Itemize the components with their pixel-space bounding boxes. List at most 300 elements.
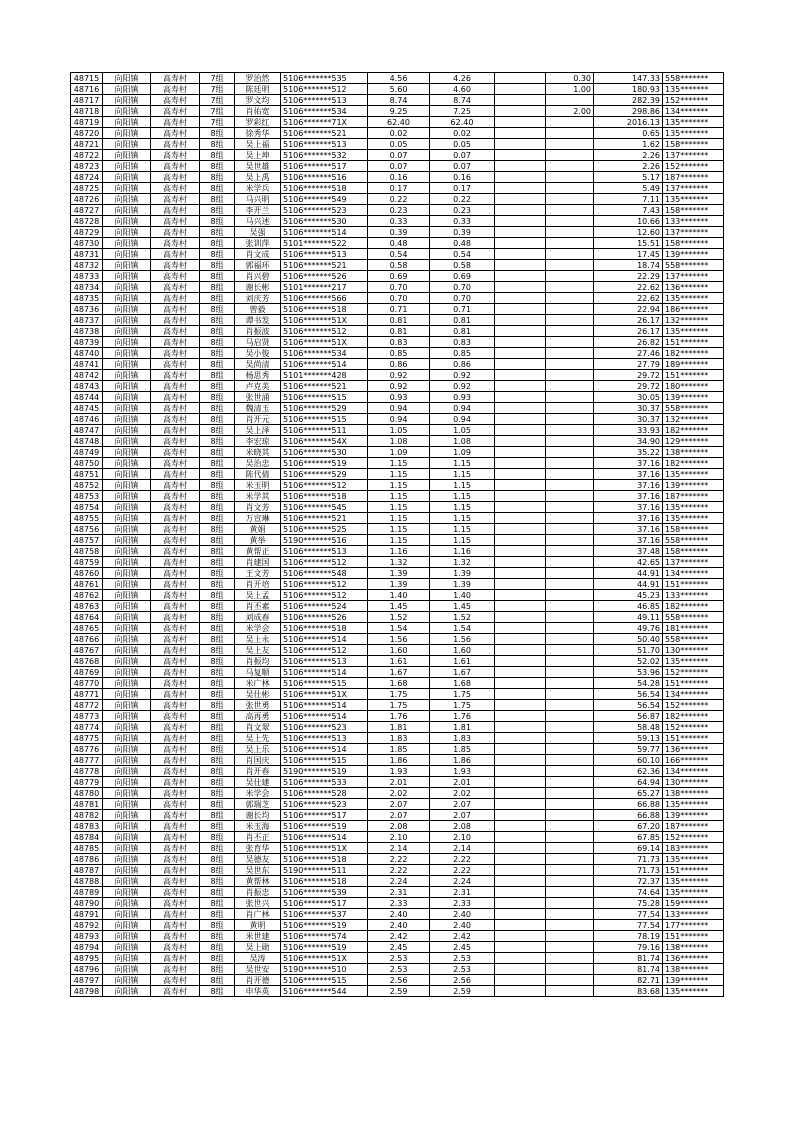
area-c-cell	[546, 579, 594, 590]
name-cell: 杨思秀	[235, 370, 281, 381]
record-number: 48783	[71, 821, 103, 832]
id-number-cell: 5106*******512	[281, 590, 368, 601]
id-number-cell: 5106*******523	[281, 205, 368, 216]
name-cell: 肖文成	[235, 249, 281, 260]
table-row	[71, 370, 724, 381]
town-cell: 向阳镇	[103, 975, 151, 986]
id-number-cell: 5106*******517	[281, 161, 368, 172]
area-a-cell: 2.53	[430, 953, 495, 964]
area-b-cell	[495, 678, 546, 689]
record-number: 48782	[71, 810, 103, 821]
area-a-cell: 0.22	[430, 194, 495, 205]
group-cell: 7组	[200, 73, 235, 84]
record-number: 48727	[71, 205, 103, 216]
area-total-cell: 1.05	[368, 425, 430, 436]
phone-cell: 137*******	[663, 271, 724, 282]
village-cell: 高寿村	[151, 238, 200, 249]
record-number: 48732	[71, 260, 103, 271]
name-cell: 肖振波	[235, 326, 281, 337]
area-b-cell	[495, 447, 546, 458]
record-number: 48795	[71, 953, 103, 964]
town-cell: 向阳镇	[103, 73, 151, 84]
amount-cell: 77.54	[594, 909, 663, 920]
name-cell: 陈廷明	[235, 84, 281, 95]
group-cell: 8组	[200, 876, 235, 887]
id-number-cell: 5106*******513	[281, 249, 368, 260]
name-cell: 肖文芳	[235, 502, 281, 513]
village-cell: 高寿村	[151, 172, 200, 183]
phone-cell: 152*******	[663, 700, 724, 711]
group-cell: 8组	[200, 260, 235, 271]
area-a-cell: 4.26	[430, 73, 495, 84]
area-total-cell: 1.85	[368, 744, 430, 755]
group-cell: 8组	[200, 931, 235, 942]
area-b-cell	[495, 634, 546, 645]
area-b-cell	[495, 227, 546, 238]
area-b-cell	[495, 788, 546, 799]
area-total-cell: 2.40	[368, 909, 430, 920]
village-cell: 高寿村	[151, 359, 200, 370]
table-row	[71, 953, 724, 964]
area-b-cell	[495, 590, 546, 601]
area-b-cell	[495, 436, 546, 447]
village-cell: 高寿村	[151, 260, 200, 271]
name-cell: 吴小俊	[235, 348, 281, 359]
area-total-cell: 0.17	[368, 183, 430, 194]
area-total-cell: 0.07	[368, 161, 430, 172]
group-cell: 8组	[200, 722, 235, 733]
area-a-cell: 0.07	[430, 150, 495, 161]
area-a-cell: 2.01	[430, 777, 495, 788]
table-row	[71, 524, 724, 535]
table-row	[71, 821, 724, 832]
table-row	[71, 656, 724, 667]
table-row	[71, 216, 724, 227]
group-cell: 8组	[200, 403, 235, 414]
phone-cell: 135*******	[663, 293, 724, 304]
group-cell: 8组	[200, 491, 235, 502]
area-c-cell	[546, 623, 594, 634]
group-cell: 8组	[200, 425, 235, 436]
name-cell: 肖开培	[235, 579, 281, 590]
group-cell: 8组	[200, 282, 235, 293]
name-cell: 魏清玉	[235, 403, 281, 414]
area-b-cell	[495, 194, 546, 205]
group-cell: 8组	[200, 909, 235, 920]
record-number: 48757	[71, 535, 103, 546]
area-a-cell: 0.23	[430, 205, 495, 216]
village-cell: 高寿村	[151, 590, 200, 601]
table-row	[71, 612, 724, 623]
record-number: 48718	[71, 106, 103, 117]
area-b-cell	[495, 84, 546, 95]
area-c-cell	[546, 678, 594, 689]
amount-cell: 37.16	[594, 480, 663, 491]
phone-cell: 139*******	[663, 249, 724, 260]
group-cell: 8组	[200, 150, 235, 161]
name-cell: 吴世安	[235, 964, 281, 975]
amount-cell: 65.27	[594, 788, 663, 799]
village-cell: 高寿村	[151, 645, 200, 656]
area-total-cell: 2.24	[368, 876, 430, 887]
area-total-cell: 1.75	[368, 700, 430, 711]
record-number: 48767	[71, 645, 103, 656]
id-number-cell: 5106*******519	[281, 920, 368, 931]
area-b-cell	[495, 403, 546, 414]
town-cell: 向阳镇	[103, 920, 151, 931]
area-c-cell	[546, 524, 594, 535]
area-a-cell: 2.40	[430, 909, 495, 920]
amount-cell: 27.79	[594, 359, 663, 370]
name-cell: 肖广林	[235, 909, 281, 920]
amount-cell: 5.17	[594, 172, 663, 183]
record-number: 48798	[71, 986, 103, 997]
amount-cell: 0.65	[594, 128, 663, 139]
area-b-cell	[495, 172, 546, 183]
town-cell: 向阳镇	[103, 832, 151, 843]
town-cell: 向阳镇	[103, 513, 151, 524]
table-row	[71, 645, 724, 656]
name-cell: 吴仕建	[235, 777, 281, 788]
phone-cell: 152*******	[663, 667, 724, 678]
table-row	[71, 678, 724, 689]
area-b-cell	[495, 480, 546, 491]
name-cell: 吴治忠	[235, 458, 281, 469]
area-b-cell	[495, 557, 546, 568]
phone-cell: 151*******	[663, 865, 724, 876]
amount-cell: 74.64	[594, 887, 663, 898]
village-cell: 高寿村	[151, 986, 200, 997]
area-a-cell: 4.60	[430, 84, 495, 95]
area-total-cell: 2.10	[368, 832, 430, 843]
area-c-cell	[546, 766, 594, 777]
phone-cell: 130*******	[663, 645, 724, 656]
id-number-cell: 5106*******521	[281, 381, 368, 392]
town-cell: 向阳镇	[103, 810, 151, 821]
amount-cell: 37.16	[594, 458, 663, 469]
area-a-cell: 1.39	[430, 579, 495, 590]
area-a-cell: 1.75	[430, 700, 495, 711]
area-b-cell	[495, 337, 546, 348]
area-total-cell: 1.45	[368, 601, 430, 612]
village-cell: 高寿村	[151, 106, 200, 117]
name-cell: 马启贤	[235, 337, 281, 348]
area-c-cell	[546, 975, 594, 986]
area-c-cell	[546, 909, 594, 920]
town-cell: 向阳镇	[103, 579, 151, 590]
area-a-cell: 0.94	[430, 403, 495, 414]
area-c-cell	[546, 513, 594, 524]
table-row	[71, 337, 724, 348]
id-number-cell: 5106*******529	[281, 469, 368, 480]
group-cell: 8组	[200, 854, 235, 865]
group-cell: 8组	[200, 480, 235, 491]
amount-cell: 37.16	[594, 513, 663, 524]
amount-cell: 71.73	[594, 854, 663, 865]
town-cell: 向阳镇	[103, 931, 151, 942]
table-row	[71, 392, 724, 403]
amount-cell: 35.22	[594, 447, 663, 458]
table-row	[71, 436, 724, 447]
phone-cell: 151*******	[663, 733, 724, 744]
area-total-cell: 1.15	[368, 491, 430, 502]
area-total-cell: 0.92	[368, 370, 430, 381]
village-cell: 高寿村	[151, 777, 200, 788]
area-total-cell: 1.15	[368, 513, 430, 524]
area-b-cell	[495, 799, 546, 810]
name-cell: 李宏琼	[235, 436, 281, 447]
id-number-cell: 5106*******51X	[281, 315, 368, 326]
table-row	[71, 865, 724, 876]
phone-cell: 135*******	[663, 469, 724, 480]
town-cell: 向阳镇	[103, 117, 151, 128]
amount-cell: 75.28	[594, 898, 663, 909]
area-b-cell	[495, 755, 546, 766]
village-cell: 高寿村	[151, 381, 200, 392]
town-cell: 向阳镇	[103, 128, 151, 139]
area-b-cell	[495, 161, 546, 172]
area-a-cell: 7.25	[430, 106, 495, 117]
town-cell: 向阳镇	[103, 447, 151, 458]
id-number-cell: 5106*******519	[281, 821, 368, 832]
name-cell: 谢长彬	[235, 282, 281, 293]
area-b-cell	[495, 975, 546, 986]
name-cell: 马兴明	[235, 194, 281, 205]
area-b-cell	[495, 381, 546, 392]
village-cell: 高寿村	[151, 73, 200, 84]
area-c-cell	[546, 205, 594, 216]
village-cell: 高寿村	[151, 84, 200, 95]
area-b-cell	[495, 458, 546, 469]
table-row	[71, 249, 724, 260]
table-row	[71, 898, 724, 909]
area-total-cell: 2.45	[368, 942, 430, 953]
village-cell: 高寿村	[151, 557, 200, 568]
id-number-cell: 5106*******545	[281, 502, 368, 513]
village-cell: 高寿村	[151, 865, 200, 876]
area-a-cell: 1.67	[430, 667, 495, 678]
table-row	[71, 304, 724, 315]
area-c-cell	[546, 172, 594, 183]
area-b-cell	[495, 920, 546, 931]
town-cell: 向阳镇	[103, 381, 151, 392]
table-row	[71, 458, 724, 469]
group-cell: 8组	[200, 304, 235, 315]
record-number: 48720	[71, 128, 103, 139]
village-cell: 高寿村	[151, 447, 200, 458]
area-a-cell: 1.15	[430, 469, 495, 480]
area-b-cell	[495, 183, 546, 194]
area-total-cell: 1.54	[368, 623, 430, 634]
village-cell: 高寿村	[151, 392, 200, 403]
town-cell: 向阳镇	[103, 678, 151, 689]
area-total-cell: 2.42	[368, 931, 430, 942]
record-number: 48754	[71, 502, 103, 513]
area-a-cell: 0.39	[430, 227, 495, 238]
village-cell: 高寿村	[151, 458, 200, 469]
name-cell: 张世勇	[235, 700, 281, 711]
id-number-cell: 5106*******544	[281, 986, 368, 997]
name-cell: 肖开春	[235, 766, 281, 777]
area-c-cell	[546, 326, 594, 337]
name-cell: 高再勇	[235, 711, 281, 722]
name-cell: 吴尚清	[235, 359, 281, 370]
village-cell: 高寿村	[151, 128, 200, 139]
name-cell: 吴上勋	[235, 942, 281, 953]
table-row	[71, 700, 724, 711]
id-number-cell: 5106*******514	[281, 667, 368, 678]
record-number: 48777	[71, 755, 103, 766]
record-number: 48772	[71, 700, 103, 711]
group-cell: 8组	[200, 326, 235, 337]
town-cell: 向阳镇	[103, 667, 151, 678]
phone-cell: 134*******	[663, 106, 724, 117]
town-cell: 向阳镇	[103, 326, 151, 337]
table-row	[71, 425, 724, 436]
id-number-cell: 5106*******54X	[281, 436, 368, 447]
area-total-cell: 1.67	[368, 667, 430, 678]
town-cell: 向阳镇	[103, 480, 151, 491]
area-total-cell: 2.22	[368, 865, 430, 876]
area-b-cell	[495, 722, 546, 733]
area-total-cell: 1.15	[368, 524, 430, 535]
village-cell: 高寿村	[151, 491, 200, 502]
name-cell: 陈代倩	[235, 469, 281, 480]
record-number: 48778	[71, 766, 103, 777]
id-number-cell: 5106*******514	[281, 700, 368, 711]
amount-cell: 1.62	[594, 139, 663, 150]
area-a-cell: 1.15	[430, 502, 495, 513]
amount-cell: 54.28	[594, 678, 663, 689]
area-b-cell	[495, 315, 546, 326]
area-a-cell: 1.56	[430, 634, 495, 645]
amount-cell: 62.36	[594, 766, 663, 777]
table-row	[71, 909, 724, 920]
name-cell: 肖振忠	[235, 887, 281, 898]
id-number-cell: 5106*******512	[281, 480, 368, 491]
group-cell: 8组	[200, 392, 235, 403]
area-c-cell	[546, 260, 594, 271]
name-cell: 黄帮林	[235, 876, 281, 887]
name-cell: 肖文翠	[235, 722, 281, 733]
area-total-cell: 1.83	[368, 733, 430, 744]
area-b-cell	[495, 205, 546, 216]
village-cell: 高寿村	[151, 205, 200, 216]
town-cell: 向阳镇	[103, 986, 151, 997]
area-a-cell: 0.54	[430, 249, 495, 260]
area-b-cell	[495, 238, 546, 249]
table-row	[71, 502, 724, 513]
record-number: 48746	[71, 414, 103, 425]
area-total-cell: 0.92	[368, 381, 430, 392]
area-a-cell: 0.70	[430, 282, 495, 293]
town-cell: 向阳镇	[103, 282, 151, 293]
area-total-cell: 0.94	[368, 414, 430, 425]
phone-cell: 135*******	[663, 194, 724, 205]
name-cell: 米世建	[235, 931, 281, 942]
area-c-cell	[546, 194, 594, 205]
area-c-cell	[546, 370, 594, 381]
town-cell: 向阳镇	[103, 139, 151, 150]
town-cell: 向阳镇	[103, 194, 151, 205]
area-total-cell: 0.58	[368, 260, 430, 271]
area-c-cell	[546, 931, 594, 942]
area-b-cell	[495, 623, 546, 634]
area-b-cell	[495, 953, 546, 964]
id-number-cell: 5106*******514	[281, 359, 368, 370]
id-number-cell: 5106*******519	[281, 458, 368, 469]
name-cell: 吴上坤	[235, 150, 281, 161]
name-cell: 黄帮正	[235, 546, 281, 557]
area-c-cell	[546, 414, 594, 425]
group-cell: 8组	[200, 557, 235, 568]
area-b-cell	[495, 469, 546, 480]
amount-cell: 10.66	[594, 216, 663, 227]
name-cell: 肖国庆	[235, 755, 281, 766]
id-number-cell: 5106*******512	[281, 645, 368, 656]
name-cell: 张世涌	[235, 392, 281, 403]
group-cell: 8组	[200, 645, 235, 656]
name-cell: 米玉海	[235, 821, 281, 832]
id-number-cell: 5106*******518	[281, 623, 368, 634]
table-row	[71, 711, 724, 722]
village-cell: 高寿村	[151, 568, 200, 579]
amount-cell: 64.94	[594, 777, 663, 788]
id-number-cell: 5106*******51X	[281, 337, 368, 348]
area-total-cell: 1.15	[368, 458, 430, 469]
phone-cell: 137*******	[663, 557, 724, 568]
area-a-cell: 2.33	[430, 898, 495, 909]
area-c-cell	[546, 711, 594, 722]
phone-cell: 558*******	[663, 260, 724, 271]
phone-cell: 182*******	[663, 711, 724, 722]
id-number-cell: 5106*******512	[281, 84, 368, 95]
record-number: 48744	[71, 392, 103, 403]
name-cell: 吴世雄	[235, 161, 281, 172]
phone-cell: 558*******	[663, 612, 724, 623]
name-cell: 刘成春	[235, 612, 281, 623]
town-cell: 向阳镇	[103, 821, 151, 832]
town-cell: 向阳镇	[103, 645, 151, 656]
amount-cell: 180.93	[594, 84, 663, 95]
table-row	[71, 986, 724, 997]
id-number-cell: 5106*******514	[281, 227, 368, 238]
amount-cell: 7.43	[594, 205, 663, 216]
area-c-cell	[546, 777, 594, 788]
area-c-cell: 2.00	[546, 106, 594, 117]
village-cell: 高寿村	[151, 304, 200, 315]
area-c-cell	[546, 689, 594, 700]
group-cell: 8组	[200, 964, 235, 975]
id-number-cell: 5190*******519	[281, 766, 368, 777]
phone-cell: 139*******	[663, 392, 724, 403]
name-cell: 卢克美	[235, 381, 281, 392]
area-total-cell: 1.60	[368, 645, 430, 656]
area-a-cell: 0.86	[430, 359, 495, 370]
village-cell: 高寿村	[151, 150, 200, 161]
group-cell: 8组	[200, 601, 235, 612]
phone-cell: 135*******	[663, 799, 724, 810]
amount-cell: 78.19	[594, 931, 663, 942]
area-b-cell	[495, 876, 546, 887]
village-cell: 高寿村	[151, 425, 200, 436]
group-cell: 8组	[200, 942, 235, 953]
id-number-cell: 5106*******517	[281, 810, 368, 821]
area-b-cell	[495, 777, 546, 788]
area-a-cell: 0.92	[430, 381, 495, 392]
area-total-cell: 1.15	[368, 535, 430, 546]
id-number-cell: 5106*******515	[281, 414, 368, 425]
